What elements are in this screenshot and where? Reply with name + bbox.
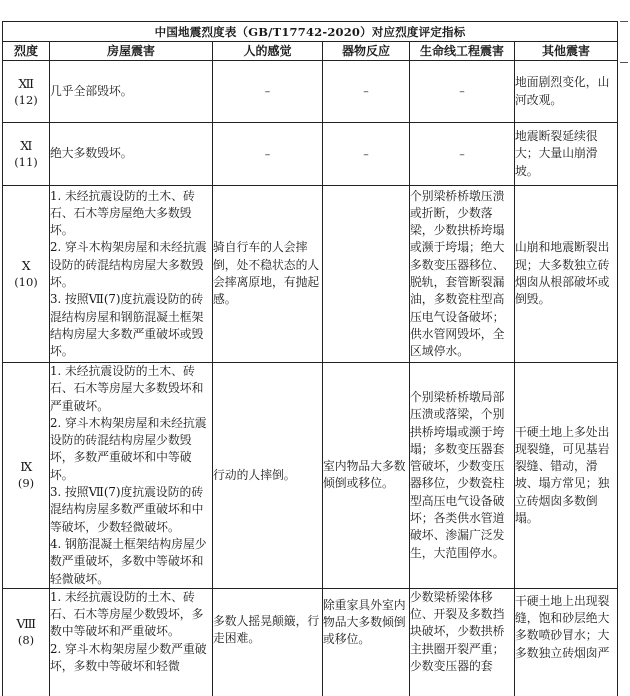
intensity-arabic: (10)	[14, 275, 38, 289]
intensity-arabic: (9)	[17, 476, 35, 491]
intensity-roman: Ⅺ	[20, 138, 32, 153]
intensity-cell	[3, 186, 50, 363]
intensity-arabic: (8)	[17, 632, 35, 647]
table-row	[3, 61, 618, 123]
human-feeling-cell: 行动的人摔倒。	[213, 363, 323, 589]
object-reaction-cell: –	[323, 123, 410, 186]
house-damage-item: 2. 穿斗木构架房屋和未经抗震设防的砖混结构房屋少数毁坏，多数严重破坏和中等破坏。	[50, 415, 207, 482]
table-row	[3, 186, 618, 363]
human-feeling-cell: 骑自行车的人会摔倒，处不稳状态的人会摔离原地，有抛起感。	[213, 186, 323, 363]
other-damage-cell: 干硬土地上多处出现裂缝，可见基岩裂缝、错动，滑坡、塌方常见；独立砖烟囱多数倒塌。	[515, 363, 618, 589]
object-reaction-cell: 除重家具外室内物品大多数倾倒或移位。	[323, 588, 410, 696]
column-header-human-feeling: 人的感觉	[213, 42, 323, 61]
intensity-cell	[3, 123, 50, 186]
table-row	[3, 363, 618, 589]
house-damage-cell: 几乎全部毁坏。	[50, 61, 213, 123]
table-row	[3, 123, 618, 186]
lifeline-damage-cell: 个别梁桥桥墩局部压溃或落梁，个别拱桥垮塌或濒于垮塌；多数变压器套管破坏，少数变压器移位，少数瓷柱型高压电气设备破坏；各类供水管道破坏、渗漏广泛发生，大范围停水。	[410, 363, 515, 589]
table-header-row	[3, 42, 618, 61]
intensity-roman: Ⅸ	[20, 459, 32, 475]
house-damage-cell	[50, 186, 213, 363]
column-header-other-damage: 其他震害	[515, 42, 618, 61]
intensity-roman: Ⅹ	[21, 258, 31, 273]
intensity-cell	[3, 61, 50, 123]
intensity-cell	[3, 363, 50, 589]
lifeline-damage-cell: –	[410, 61, 515, 123]
house-damage-cell	[50, 588, 213, 696]
object-reaction-cell: 室内物品大多数倾倒或移位。	[323, 363, 410, 589]
lifeline-damage-cell: –	[410, 123, 515, 186]
human-feeling-cell: –	[213, 61, 323, 123]
page-edge-mark	[620, 21, 628, 22]
column-header-lifeline-damage: 生命线工程震害	[410, 42, 515, 61]
column-header-house-damage: 房屋震害	[50, 42, 213, 61]
other-damage-cell: 地面剧烈变化，山河改观。	[515, 61, 618, 123]
intensity-arabic: (12)	[14, 92, 38, 107]
house-damage-item: 2. 穿斗木构架房屋和未经抗震设防的砖混结构房屋大多数毁坏。	[50, 240, 207, 289]
page-edge-mark	[620, 62, 628, 63]
house-damage-item: 3. 按照Ⅶ(7)度抗震设防的砖混结构房屋和钢筋混凝土框架结构房屋大多数严重破坏或毁坏。	[50, 292, 204, 359]
other-damage-cell: 山崩和地震断裂出现；大多数独立砖烟囱从根部破坏或倒毁。	[515, 186, 618, 363]
lifeline-damage-cell: 少数梁桥梁体移位、开裂及多数挡块破坏，少数拱桥主拱圈开裂严重；少数变压器的套	[410, 588, 515, 696]
house-damage-item: 2. 穿斗木构架房屋少数严重破坏，多数中等破坏和轻微	[50, 641, 207, 674]
house-damage-item: 1. 未经抗震设防的土木、砖石、石木等房屋大多数毁坏和严重破坏。	[50, 364, 204, 413]
object-reaction-cell	[323, 186, 410, 363]
table-title: 中国地震烈度表（GB/T17742-2020）对应烈度评定指标	[3, 22, 618, 42]
column-header-intensity: 烈度	[3, 42, 50, 61]
house-damage-item: 3. 按照Ⅶ(7)度抗震设防的砖混结构房屋多数严重破坏和中等破坏，少数轻微破坏。	[50, 485, 204, 534]
intensity-roman: Ⅻ	[18, 75, 34, 91]
human-feeling-cell: –	[213, 123, 323, 186]
table-row	[3, 588, 618, 696]
house-damage-cell	[50, 363, 213, 589]
other-damage-cell: 干硬土地上出现裂缝，饱和砂层绝大多数喷砂冒水；大多数独立砖烟囱严	[515, 588, 618, 696]
house-damage-item: 1. 未经抗震设防的土木、砖石、石木等房屋绝大多数毁坏。	[50, 188, 195, 238]
intensity-cell	[3, 588, 50, 696]
house-damage-cell: 绝大多数毁坏。	[50, 123, 213, 186]
human-feeling-cell: 多数人摇晃颠簸，行走困难。	[213, 588, 323, 696]
object-reaction-cell: –	[323, 61, 410, 123]
house-damage-item: 4. 钢筋混凝土框架结构房屋少数严重破坏，多数中等破坏和轻微破坏。	[50, 536, 207, 586]
intensity-table	[2, 21, 618, 696]
lifeline-damage-cell: 个别梁桥桥墩压溃或折断，少数落梁，少数拱桥垮塌或濒于垮塌；绝大多数变压器移位、脱轨，套管断裂漏油，多数瓷柱型高压电气设备破坏；供水管网毁坏，全区域停水。	[410, 186, 515, 363]
intensity-roman: Ⅷ	[16, 615, 36, 631]
other-damage-cell: 地震断裂延续很大；大量山崩滑坡。	[515, 123, 618, 186]
intensity-arabic: (11)	[14, 155, 38, 169]
column-header-object-reaction: 器物反应	[323, 42, 410, 61]
house-damage-item: 1. 未经抗震设防的土木、砖石、石木等房屋少数毁坏，多数中等破坏和严重破坏。	[50, 589, 204, 639]
